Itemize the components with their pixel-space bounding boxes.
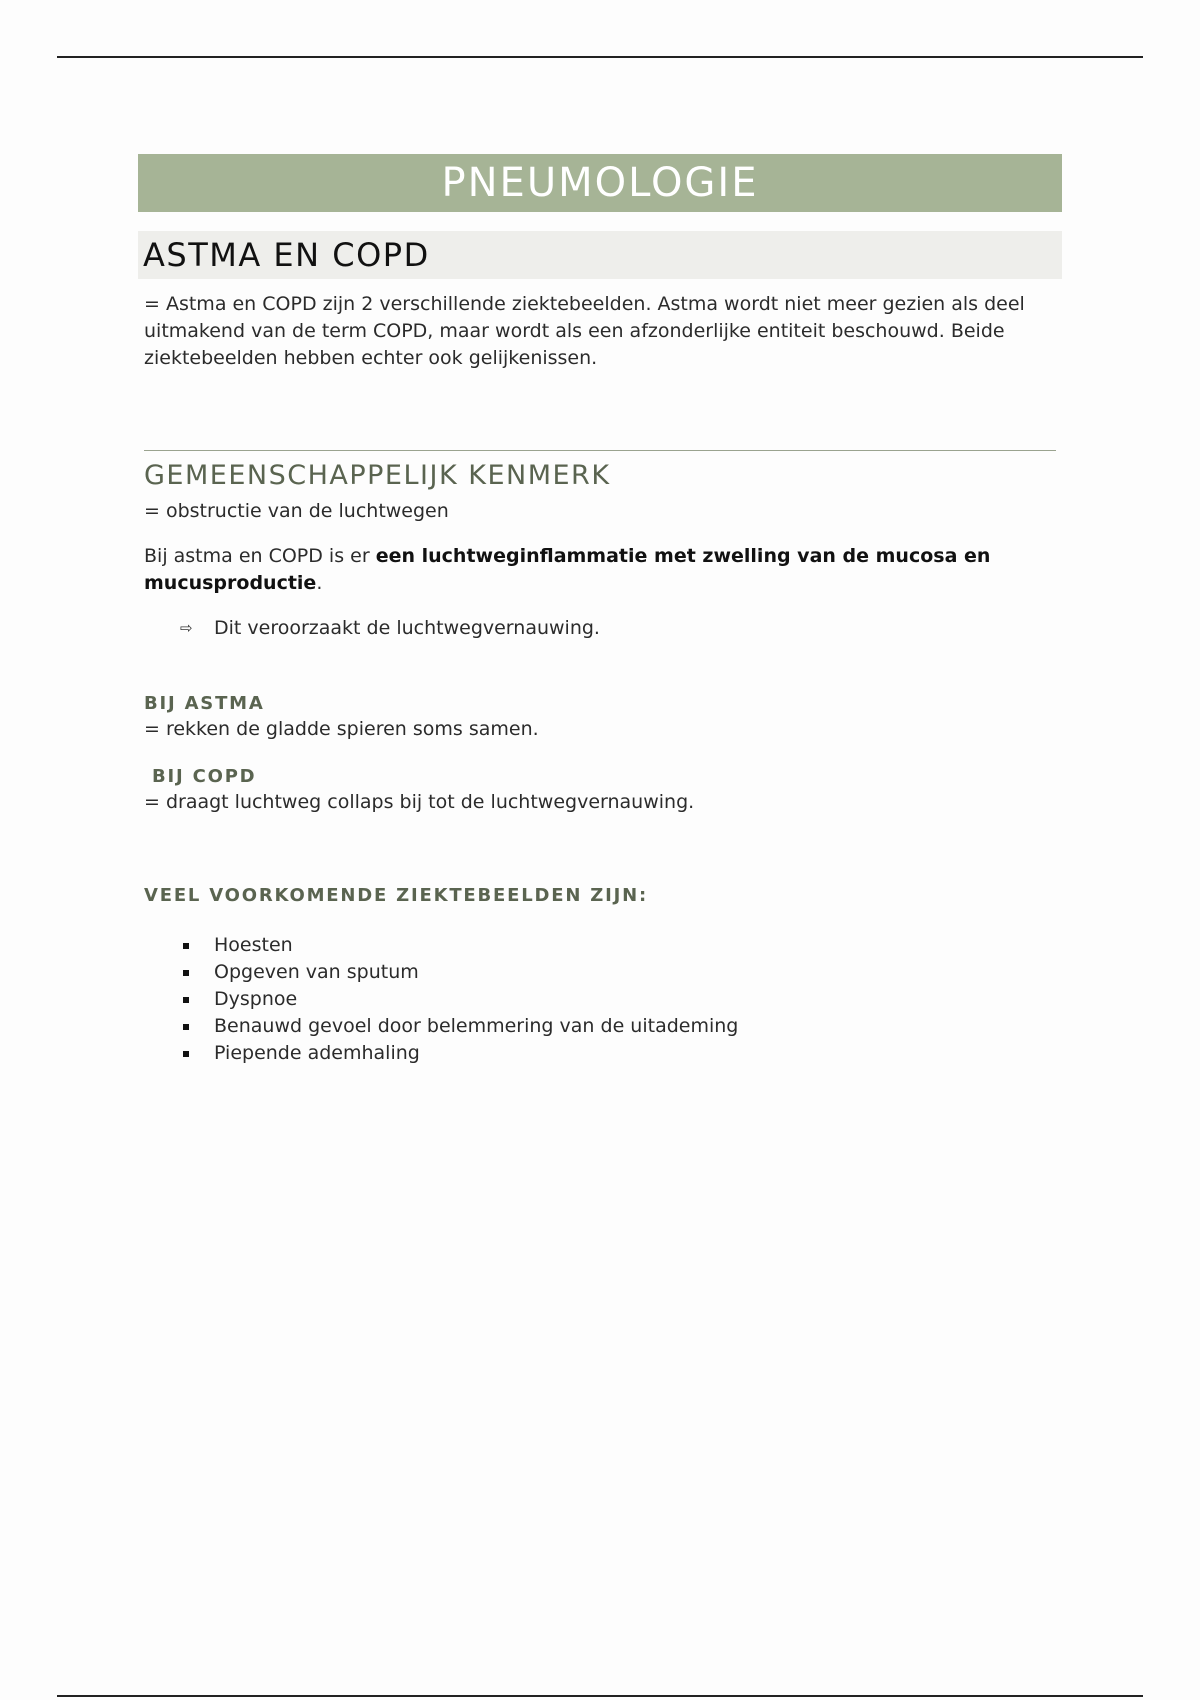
subsection-title: GEMEENSCHAPPELIJK KENMERK — [144, 460, 611, 491]
list-item — [180, 1013, 1062, 1040]
list-item — [180, 1040, 1062, 1067]
page-title: PNEUMOLOGIE — [138, 154, 1062, 212]
symptoms-heading: VEEL VOORKOMENDE ZIEKTEBEELDEN ZIJN: — [144, 885, 648, 906]
common-definition: = obstructie van de luchtwegen — [144, 500, 449, 522]
astma-heading: BIJ ASTMA — [144, 693, 265, 714]
square-bullet-icon — [180, 932, 214, 959]
page-top-rule — [57, 56, 1143, 58]
symptoms-list — [138, 932, 1062, 1067]
list-item — [180, 959, 1062, 986]
copd-text: = draagt luchtweg collaps bij tot de luchtwegvernauwing. — [144, 791, 695, 813]
section-title: ASTMA EN COPD — [138, 231, 1062, 279]
subsection-divider — [144, 450, 1056, 451]
intro-paragraph: = Astma en COPD zijn 2 verschillende ziektebeelden. Astma wordt niet meer gezien als deel uitmakend van de term COPD, maar wordt als een afzonderlijke entiteit beschouwd. Beide ziektebeelden hebben echter ook gelijkenissen. — [144, 293, 1025, 369]
arrow-item — [138, 615, 1062, 642]
arrow-item-text: Dit veroorzaakt de luchtwegvernauwing. — [214, 617, 600, 639]
list-item-text: Benauwd gevoel door belemmering van de uitademing — [214, 1015, 739, 1037]
astma-text: = rekken de gladde spieren soms samen. — [144, 718, 539, 740]
inflammation-text-bold: een luchtweginflammatie met zwelling van de mucosa en mucusproductie — [144, 545, 991, 594]
square-bullet-icon — [180, 1040, 214, 1067]
square-bullet-icon — [180, 1013, 214, 1040]
document-content — [138, 154, 1062, 1067]
page-bottom-rule — [57, 1695, 1143, 1697]
list-item-text: Hoesten — [214, 934, 293, 956]
inflammation-paragraph — [138, 543, 1062, 597]
list-item-text: Piepende ademhaling — [214, 1042, 420, 1064]
list-item — [180, 932, 1062, 959]
list-item — [180, 986, 1062, 1013]
inflammation-text-start: Bij astma en COPD is er — [144, 545, 376, 567]
list-item-text: Opgeven van sputum — [214, 961, 419, 983]
square-bullet-icon — [180, 959, 214, 986]
copd-heading: BIJ COPD — [152, 766, 257, 787]
inflammation-text-end: . — [316, 572, 323, 594]
square-bullet-icon — [180, 986, 214, 1013]
list-item-text: Dyspnoe — [214, 988, 298, 1010]
arrow-right-icon: ⇨ — [180, 619, 193, 637]
